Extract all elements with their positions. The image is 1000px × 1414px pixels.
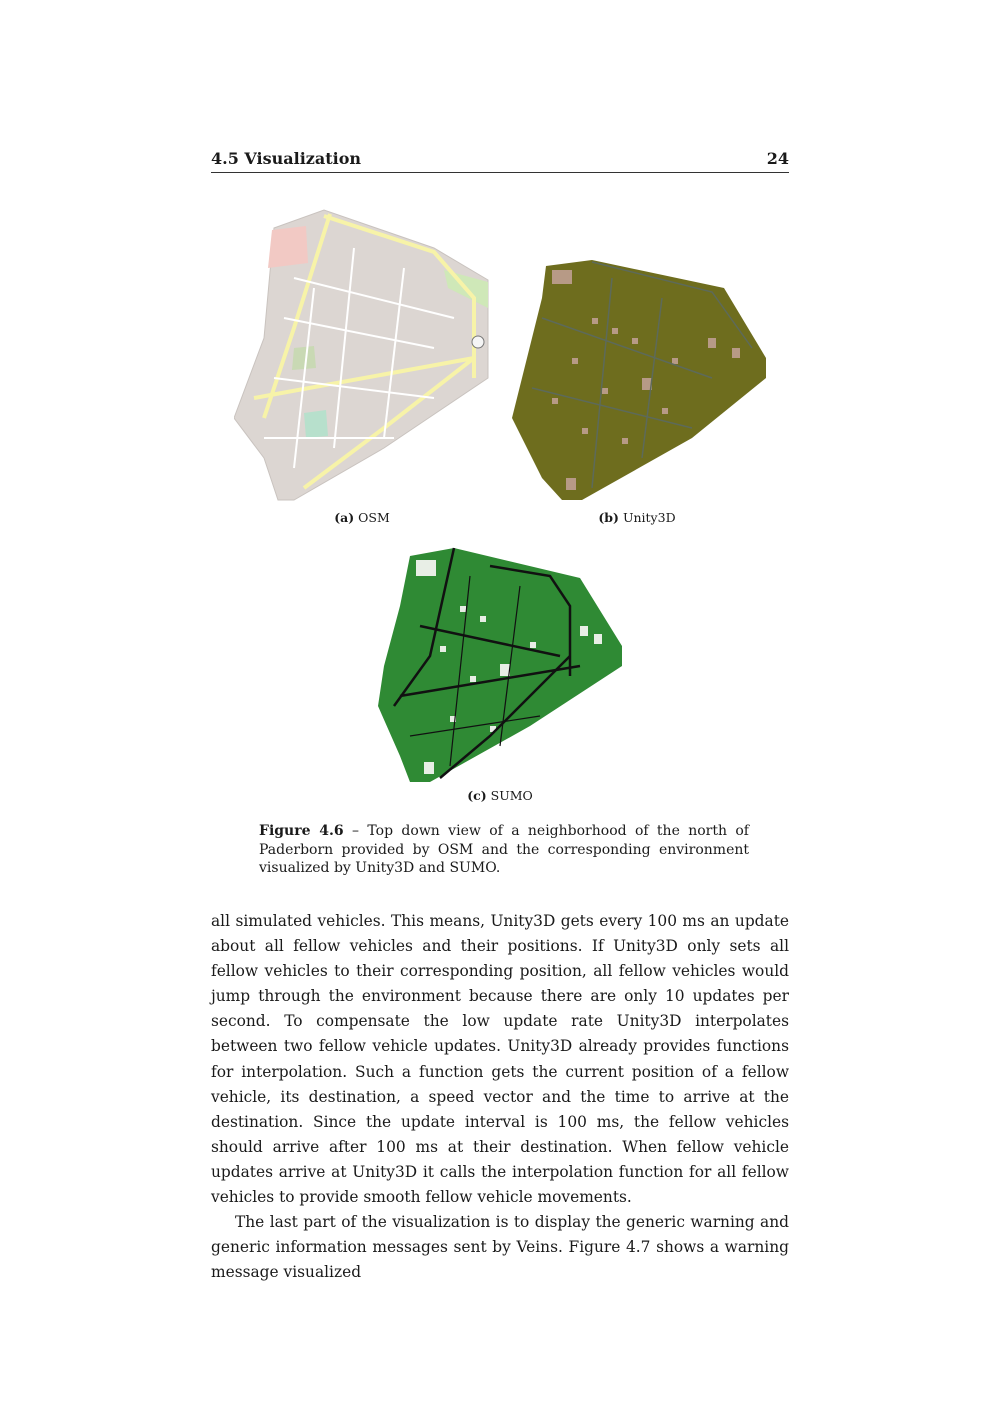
figure-caption xyxy=(259,822,749,878)
subfigure-caption-c xyxy=(400,788,600,803)
sumo-map-image xyxy=(370,546,632,784)
osm-map-graphic xyxy=(234,208,490,504)
body-text xyxy=(211,909,789,1285)
paragraph: all simulated vehicles. This means, Unity3D gets every 100 ms an update about all fellow vehicles and their positions. If Unity3D only sets all fellow vehicles to their corresponding position, all fellow vehicles would jump through the environment because there are only 10 updates per second. To compensate the low update rate Unity3D interpolates between two fellow vehicle updates. Unity3D already provides functions for interpolation. Such a function gets the current position of a fellow vehicle, its destination, a speed vector and the time to arrive at the destination. Since the update interval is 100 ms, the fellow vehicles should arrive after 100 ms at their destination. When fellow vehicle updates arrive at Unity3D it calls the interpolation function for all fellow vehicles to provide smooth fellow vehicle movements. xyxy=(211,912,789,1207)
subfigure-caption-a xyxy=(262,510,462,525)
section-title: 4.5 Visualization xyxy=(211,149,362,168)
subfigure-name-a: OSM xyxy=(358,510,390,525)
unity3d-map-image xyxy=(512,258,768,502)
subfigure-name-c: SUMO xyxy=(490,788,533,803)
subfigure-label-c: (c) xyxy=(467,788,487,803)
osm-map-image xyxy=(234,208,490,504)
running-header xyxy=(211,148,789,173)
sumo-map-graphic xyxy=(370,546,632,784)
subfigure-label-a: (a) xyxy=(334,510,355,525)
subfigure-label-b: (b) xyxy=(598,510,619,525)
figure-caption-text: – Top down view of a neighborhood of the north of Paderborn provided by OSM and the corresponding environment visualized by Unity3D and SUMO. xyxy=(259,823,749,876)
paragraph: The last part of the visualization is to display the generic warning and generic information messages sent by Veins. Figure 4.7 shows a warning message visualized xyxy=(211,1213,789,1282)
unity3d-map-graphic xyxy=(512,258,768,502)
subfigure-name-b: Unity3D xyxy=(622,510,676,525)
figure-caption-label: Figure 4.6 xyxy=(259,823,344,839)
subfigure-caption-b xyxy=(537,510,737,525)
page-number: 24 xyxy=(766,149,789,168)
